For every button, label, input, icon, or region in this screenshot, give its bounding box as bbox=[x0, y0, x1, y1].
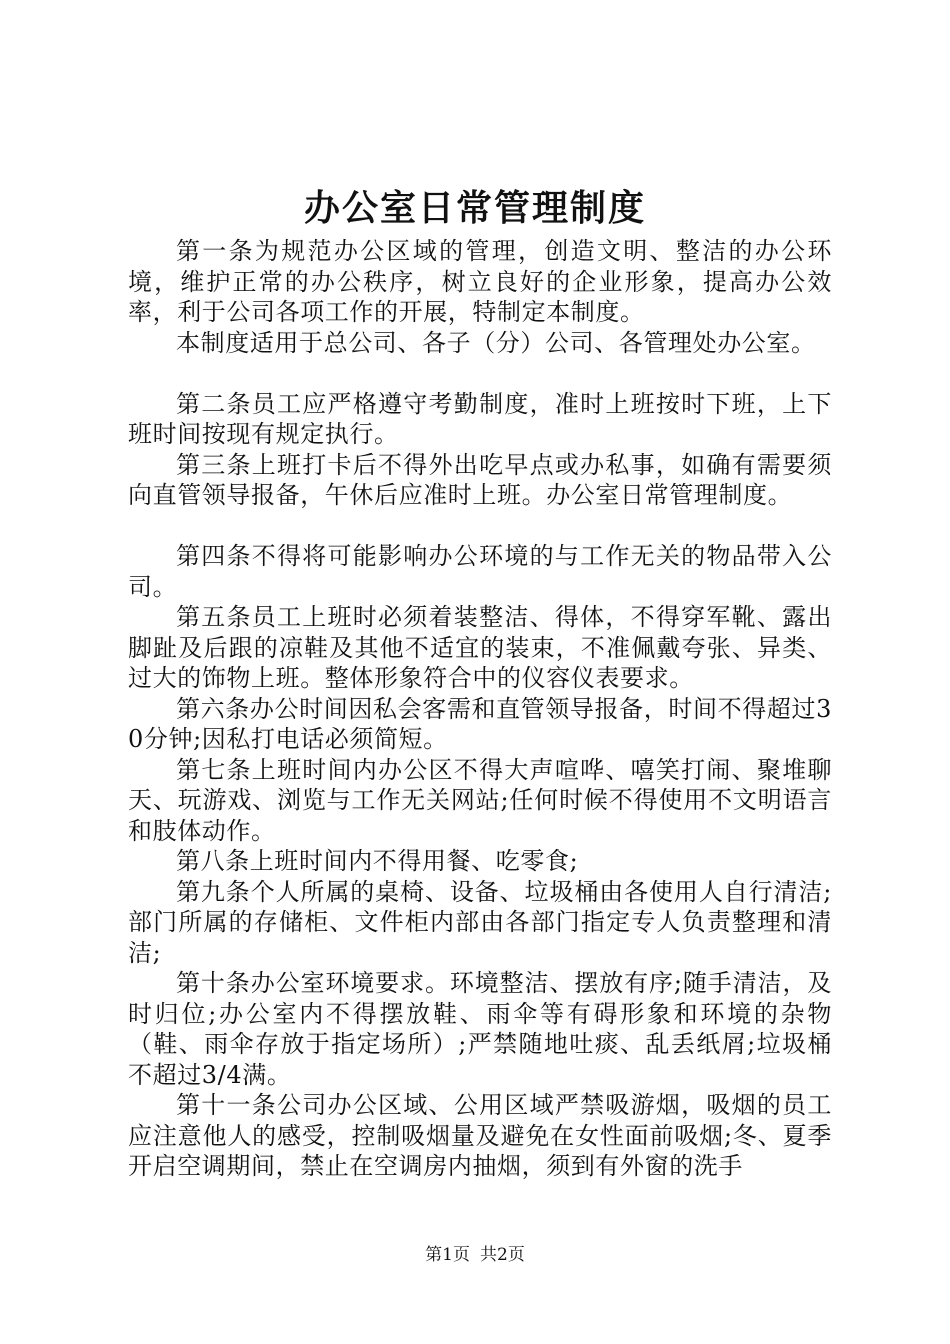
paragraph-article-9: 第九条个人所属的桌椅、设备、垃圾桶由各使用人自行清洁;部门所属的存储柜、文件柜内部由各部门指定专人负责整理和清洁; bbox=[128, 877, 832, 967]
document-body bbox=[128, 236, 832, 1182]
paragraph-article-6: 第六条办公时间因私会客需和直管领导报备，时间不得超过30分钟;因私打电话必须简短。 bbox=[128, 694, 832, 753]
paragraph-scope: 本制度适用于总公司、各子（分）公司、各管理处办公室。 bbox=[176, 328, 816, 357]
paragraph-article-11: 第十一条公司办公区域、公用区域严禁吸游烟，吸烟的员工应注意他人的感受，控制吸烟量及避免在女性面前吸烟;冬、夏季开启空调期间，禁止在空调房内抽烟，须到有外窗的洗手 bbox=[128, 1091, 832, 1180]
paragraph-article-5: 第五条员工上班时必须着装整洁、得体，不得穿军靴、露出脚趾及后跟的凉鞋及其他不适宜的装束，不准佩戴夸张、异类、过大的饰物上班。整体形象符合中的仪容仪表要求。 bbox=[128, 603, 832, 692]
paragraph-article-8: 第八条上班时间内不得用餐、吃零食; bbox=[176, 847, 579, 875]
paragraph-article-1: 第一条为规范办公区域的管理，创造文明、整洁的办公环境，维护正常的办公秩序，树立良好的企业形象，提高办公效率，利于公司各项工作的开展，特制定本制度。 bbox=[128, 237, 832, 326]
page-footer bbox=[0, 1243, 950, 1267]
page-number: 第1页 bbox=[425, 1245, 470, 1265]
paragraph-article-10: 第十条办公室环境要求。环境整洁、摆放有序;随手清洁，及时归位;办公室内不得摆放鞋、雨伞等有碍形象和环境的杂物（鞋、雨伞存放于指定场所）;严禁随地吐痰、乱丢纸屑;垃圾桶不超过3/4满。 bbox=[128, 969, 832, 1089]
paragraph-article-7: 第七条上班时间内办公区不得大声喧哗、嘻笑打闹、聚堆聊天、玩游戏、浏览与工作无关网站;任何时候不得使用不文明语言和肢体动作。 bbox=[128, 755, 832, 845]
page-total: 共2页 bbox=[480, 1245, 525, 1265]
paragraph-article-2: 第二条员工应严格遵守考勤制度，准时上班按时下班，上下班时间按现有规定执行。 bbox=[128, 389, 832, 448]
paragraph-article-3: 第三条上班打卡后不得外出吃早点或办私事，如确有需要须向直管领导报备，午休后应准时上班。办公室日常管理制度。 bbox=[128, 450, 832, 509]
paragraph-article-4: 第四条不得将可能影响办公环境的与工作无关的物品带入公司。 bbox=[128, 542, 832, 601]
document-title: 办公室日常管理制度 bbox=[303, 187, 646, 229]
